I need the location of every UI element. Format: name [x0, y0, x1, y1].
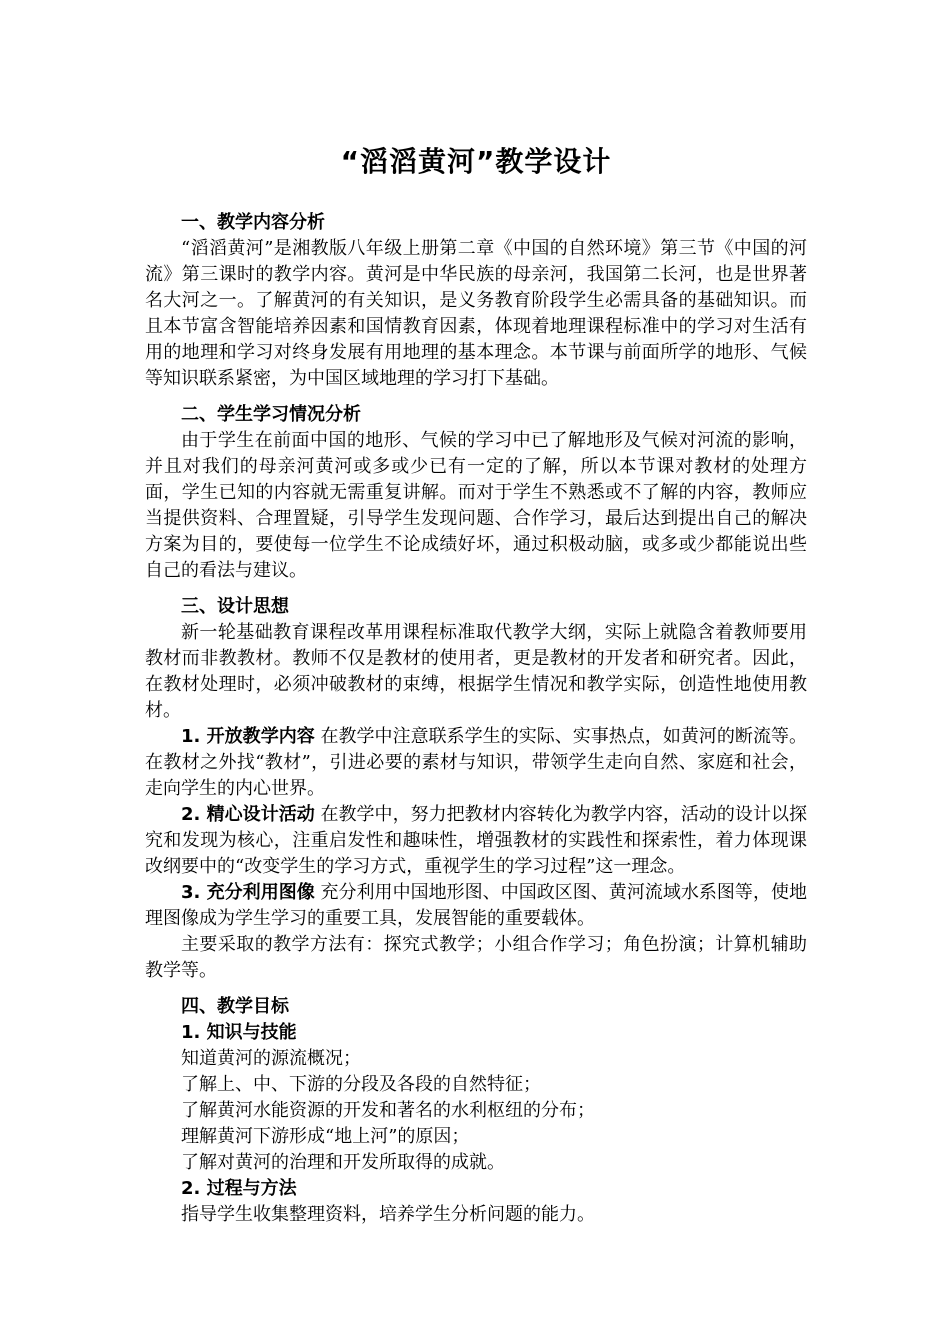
section-heading-objectives: 四、教学目标	[181, 996, 289, 1017]
section-heading-design-idea: 三、设计思想	[181, 596, 289, 617]
objective-item: 了解对黄河的治理和开发所取得的成就。	[181, 1152, 505, 1173]
objective-item: 知道黄河的源流概况；	[181, 1048, 361, 1069]
paragraph-teaching-methods: 主要采取的教学方法有：探究式教学；小组合作学习；角色扮演；计算机辅助教学等。	[145, 934, 807, 981]
section-heading-content-analysis: 一、教学内容分析	[181, 212, 325, 233]
paragraph-content-analysis: “滔滔黄河”是湘教版八年级上册第二章《中国的自然环境》第三节《中国的河流》第三课时的教学内容。黄河是中华民族的母亲河，我国第二长河，也是世界著名大河之一。了解黄河的有关知识，是义务教育阶段学生必需具备的基础知识。而且本节富含智能培养因素和国情教育因素，体现着地理课程标准中的学习对生活有用的地理和学习对终身发展有用地理的基本理念。本节课与前面所学的地形、气候等知识联系紧密，为中国区域地理的学习打下基础。	[145, 238, 807, 389]
paragraph-student-analysis: 由于学生在前面中国的地形、气候的学习中已了解地形及气候对河流的影响，并且对我们的母亲河黄河或多或少已有一定的了解，所以本节课对教材的处理方面，学生已知的内容就无需重复讲解。而对于学生不熟悉或不了解的内容，教师应当提供资料、合理置疑，引导学生发现问题、合作学习，最后达到提出自己的解决方案为目的，要使每一位学生不论成绩好坏，通过积极动脑，或多或少都能说出些自己的看法与建议。	[145, 430, 807, 581]
objective-item: 指导学生收集整理资料，培养学生分析问题的能力。	[181, 1204, 595, 1225]
objective-item: 了解黄河水能资源的开发和著名的水利枢纽的分布；	[181, 1100, 595, 1121]
design-item-1	[145, 724, 807, 802]
design-item-3-text: 充分利用中国地形图、中国政区图、黄河流域水系图等，使地理图像成为学生学习的重要工具，发展智能的重要载体。	[145, 882, 807, 929]
objective-item: 了解上、中、下游的分段及各段的自然特征；	[181, 1074, 541, 1095]
objective-item: 理解黄河下游形成“地上河”的原因；	[181, 1126, 470, 1147]
design-item-2	[145, 802, 807, 880]
design-item-1-label: 1. 开放教学内容	[181, 726, 315, 747]
subheading-process-methods: 2. 过程与方法	[181, 1178, 297, 1199]
paragraph-design-idea: 新一轮基础教育课程改革用课程标准取代教学大纲，实际上就隐含着教师要用教材而非教教材。教师不仅是教材的使用者，更是教材的开发者和研究者。因此，在教材处理时，必须冲破教材的束缚，根据学生情况和教学实际，创造性地使用教材。	[145, 622, 807, 721]
document-page	[145, 140, 807, 1228]
page-title: “滔滔黄河”教学设计	[340, 145, 612, 178]
design-item-2-label: 2. 精心设计活动	[181, 804, 315, 825]
design-item-3	[145, 880, 807, 932]
subheading-knowledge-skills: 1. 知识与技能	[181, 1022, 297, 1043]
design-item-3-label: 3. 充分利用图像	[181, 882, 315, 903]
design-item-2-text: 在教学中，努力把教材内容转化为教学内容，活动的设计以探究和发现为核心，注重启发性和趣味性，增强教材的实践性和探索性，着力体现课改纲要中的“改变学生的学习方式，重视学生的学习过程”这一理念。	[145, 804, 807, 877]
section-heading-student-analysis: 二、学生学习情况分析	[181, 404, 361, 425]
design-item-1-text: 在教学中注意联系学生的实际、实事热点，如黄河的断流等。在教材之外找“教材”，引进必要的素材与知识，带领学生走向自然、家庭和社会，走向学生的内心世界。	[145, 726, 807, 799]
